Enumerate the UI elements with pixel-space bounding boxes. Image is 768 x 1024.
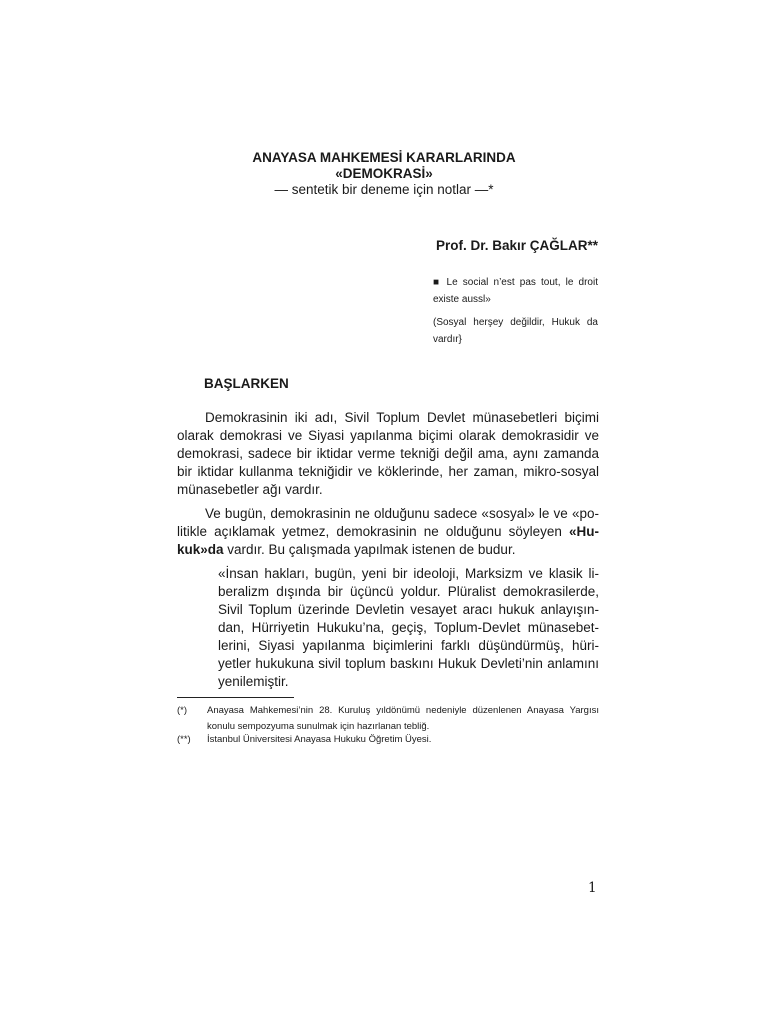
footnote-marker: (**) <box>177 734 191 745</box>
epigraph-french: ■ Le social n’est pas tout, le droit existe aussl» <box>433 277 598 305</box>
body-paragraph-2 <box>177 505 599 559</box>
paragraph-2-bold-term: «Hukuk»da <box>177 524 599 557</box>
footnote-text: İstanbul Üniversitesi Anayasa Hukuku Öğretim Üyesi. <box>207 734 432 745</box>
body-paragraph-1: Demokrasinin iki adı, Sivil Toplum Devlet münasebetleri biçimi olarak demokrasi ve Siyasi yapılanma biçimi olarak demokrasidir ve demokrasi, sadece bir iktidar verme tekniği değil ama, aynı zamanda bir iktidar kullanma tekniğidir ve köklerinde, her zaman, mikro-sosyal münasebetler ağı vardır. <box>177 410 599 497</box>
footnote <box>177 732 599 748</box>
title-block <box>0 150 768 198</box>
footnote-text: Anayasa Mahkemesi’nin 28. Kuruluş yıldönümü nedeniyle düzenlenen Anayasa Yargısı konulu sempozyuma sunulmak için hazırlanan tebliğ. <box>207 705 599 732</box>
footnote-divider <box>177 697 294 698</box>
footnote-marker: (*) <box>177 705 188 716</box>
paragraph-2-text-start: Ve bugün, demokrasinin ne olduğunu sadece «sosyal» le ve «politikle açıklamak yetmez, demokrasinin ne olduğunu söyleyen <box>177 506 599 539</box>
paragraph-2-text-end: vardır. Bu çalışmada yapılmak istenen de budur. <box>223 542 516 557</box>
footnote <box>177 703 599 735</box>
section-heading: BAŞLARKEN <box>204 376 289 391</box>
document-subtitle: — sentetik bir deneme için notlar —* <box>274 182 494 197</box>
document-title: ANAYASA MAHKEMESİ KARARLARINDA <box>252 150 516 165</box>
page-number: 1 <box>588 880 597 896</box>
author-name: Prof. Dr. Bakır ÇAĞLAR** <box>435 238 598 253</box>
epigraph-turkish: (Sosyal herşey değildir, Hukuk da vardır} <box>433 317 598 345</box>
document-title-subject: «DEMOKRASİ» <box>335 166 433 181</box>
block-quote: «İnsan hakları, bugün, yeni bir ideoloji, Marksizm ve klasik liberalizm dışında bir üçüncü yoldur. Plüralist demokrasilerde, Sivil Toplum üzerinde Devletin vesayet aracı hukuk anlayışından, Hürriyetin Hukuku’na, geçiş, Toplum-Devlet münasebetlerini, Siyasi yapılanma biçimlerini farklı düşündürmüş, hüriyetler hukukuna sivil toplum baskını Hukuk Devleti’nin anlamını yenilemiştir. <box>218 566 599 689</box>
